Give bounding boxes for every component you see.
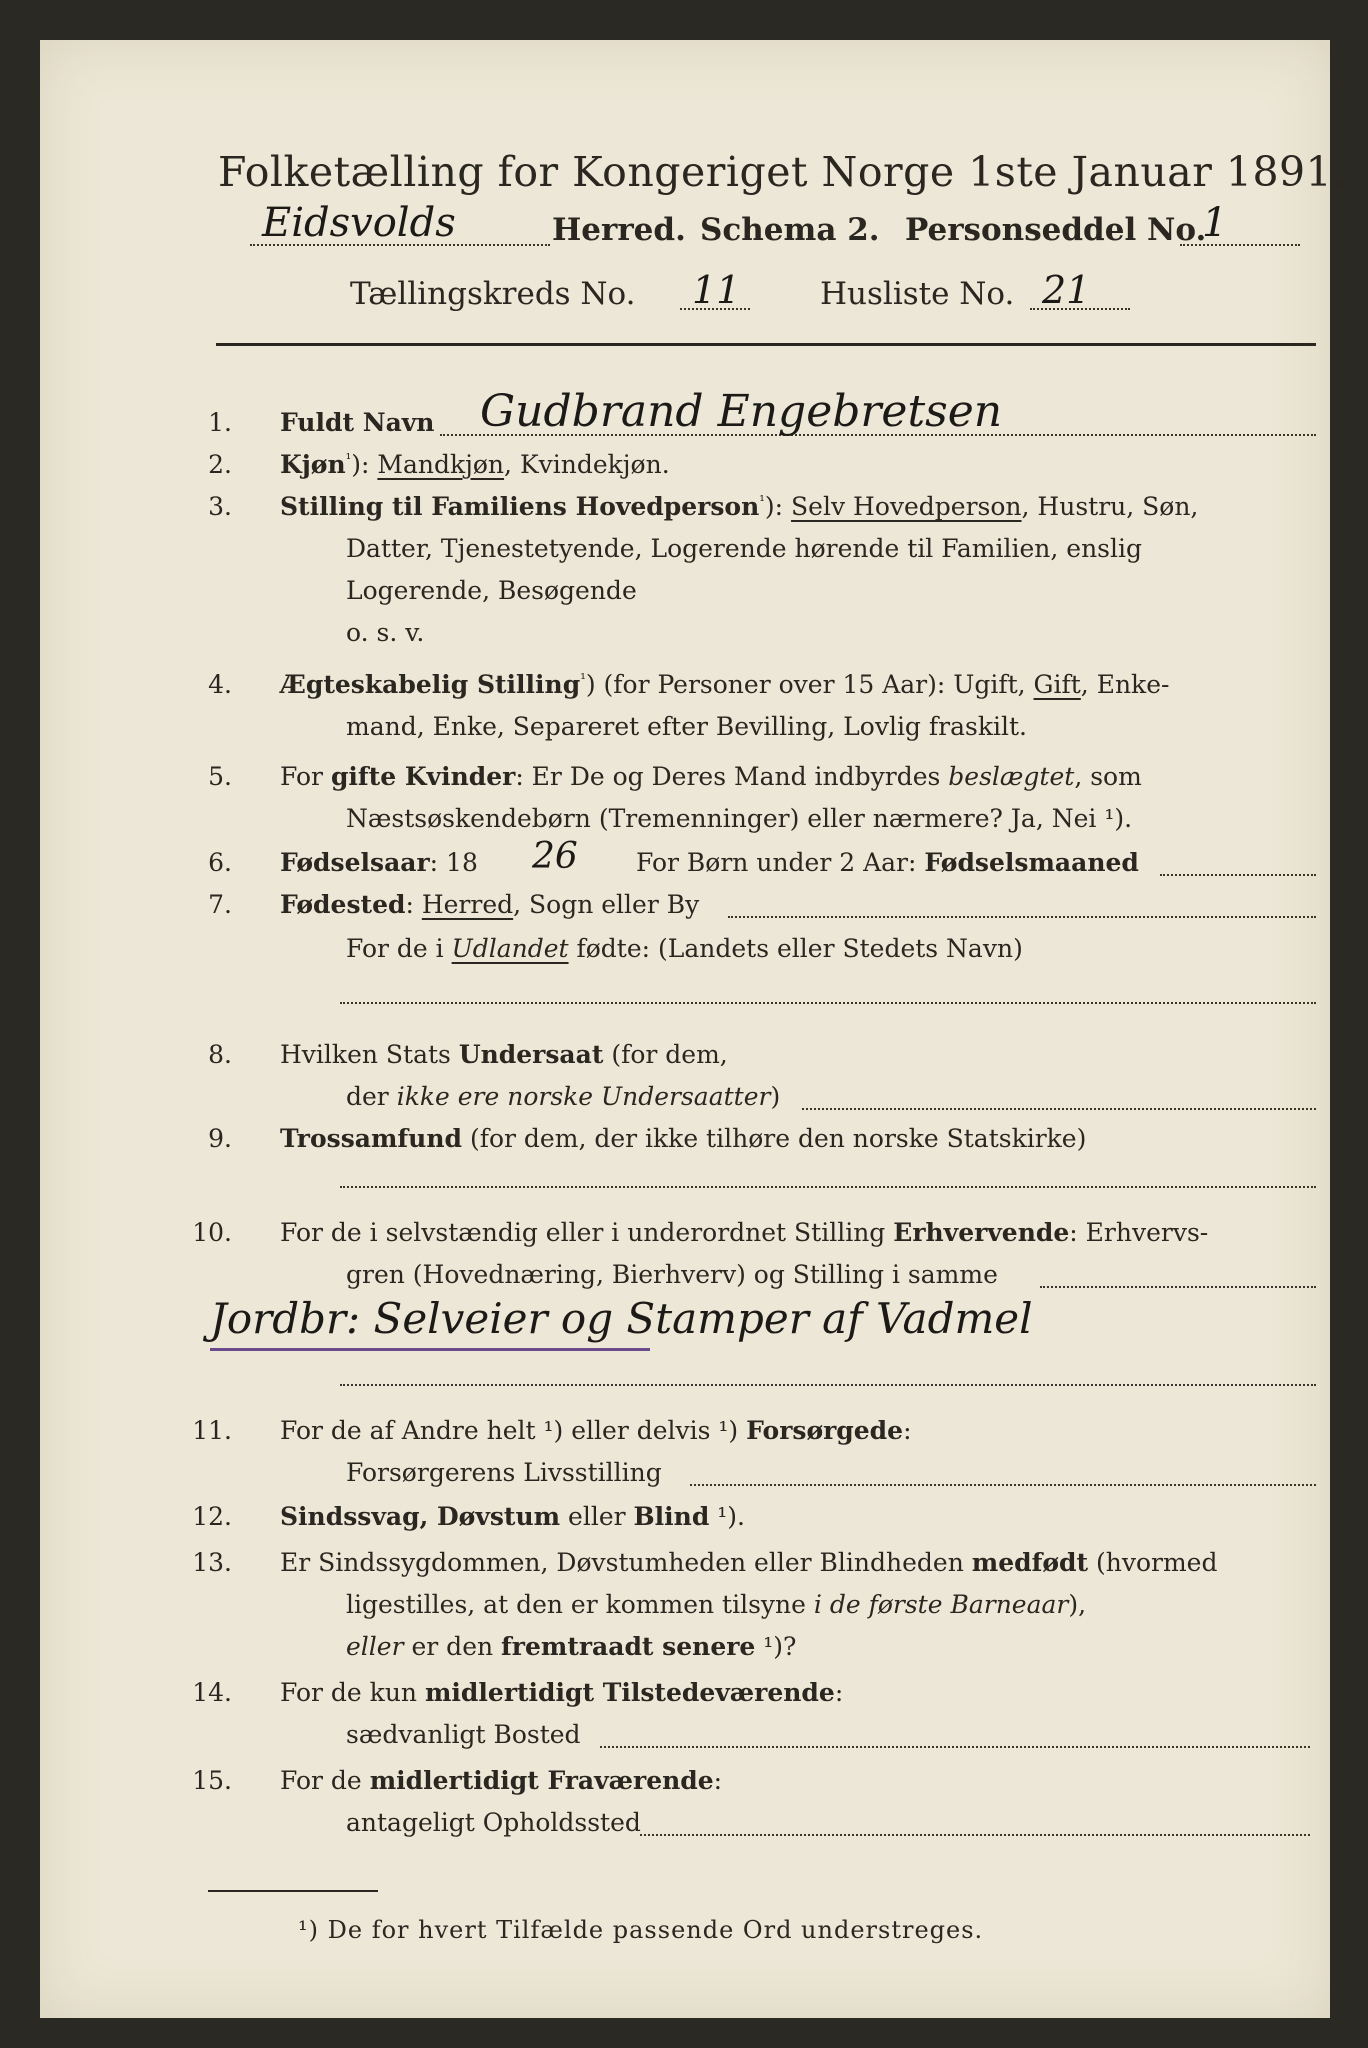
item-4-label: Ægteskabelig Stilling	[280, 670, 581, 699]
item-5-text	[280, 762, 1142, 791]
herred-label: Herred.	[552, 212, 686, 248]
item-6-dotted-line	[1160, 874, 1316, 876]
item-14-dotted-line	[600, 1746, 1310, 1748]
item-7-rest-a: :	[405, 890, 422, 919]
item-3-label: Stilling til Familiens Hovedperson	[280, 492, 760, 521]
item-12-text	[280, 1502, 745, 1531]
item-3-line2: Datter, Tjenestetyende, Logerende hørende til Familien, enslig	[346, 534, 1143, 563]
item-6-rest-a: : 18	[429, 848, 478, 877]
item-11-pre: For de af Andre helt ¹) eller delvis ¹)	[280, 1416, 747, 1445]
item-7-line2-italic: Udlandet	[451, 934, 569, 963]
item-3-line3: Logerende, Besøgende	[346, 576, 637, 605]
item-13-line3-bold: fremtraadt senere	[501, 1632, 756, 1661]
item-10-answer-underline	[210, 1348, 650, 1351]
item-14-line2: sædvanligt Bosted	[346, 1720, 581, 1749]
item-6-answer: 26	[532, 836, 578, 877]
item-7-line2-b: fødte: (Landets eller Stedets Navn)	[568, 934, 1023, 963]
item-2-rest-b: , Kvindekjøn.	[504, 450, 670, 479]
item-9-number: 9.	[208, 1124, 232, 1153]
item-9-rest-a: (for dem, der ikke tilhøre den norske Statskirke)	[462, 1124, 1087, 1153]
item-7-label: Fødested	[280, 890, 406, 919]
herred-value: Eidsvolds	[262, 200, 456, 246]
item-14-label: midlertidigt Tilstedeværende	[424, 1678, 835, 1707]
item-11-rest-a: :	[903, 1416, 912, 1445]
item-15-label: midlertidigt Fraværende	[369, 1766, 714, 1795]
item-2-number: 2.	[208, 450, 232, 479]
item-8-rest-a: (for dem,	[603, 1040, 728, 1069]
item-7-text	[280, 890, 699, 919]
item-13-pre: Er Sindssygdommen, Døvstumheden eller Blindheden	[280, 1548, 972, 1577]
item-15-pre: For de	[280, 1766, 370, 1795]
item-10-rest-a: : Erhvervs-	[1069, 1218, 1209, 1247]
item-13-line2-italic: i de første Barneaar	[813, 1590, 1069, 1619]
item-9-text	[280, 1124, 1086, 1153]
item-11-text	[280, 1416, 912, 1445]
item-4-rest-a: ) (for Personer over 15 Aar): Ugift,	[585, 670, 1034, 699]
item-12-label2: Blind	[633, 1502, 710, 1531]
header-divider	[216, 343, 1316, 346]
item-1-number: 1.	[208, 408, 232, 437]
item-4-rest-b: , Enke-	[1080, 670, 1170, 699]
item-1-answer: Gudbrand Engebretsen	[480, 386, 1003, 437]
item-10-line2: gren (Hovednæring, Bierhverv) og Stilling i samme	[346, 1260, 998, 1289]
item-6-number: 6.	[208, 848, 232, 877]
item-7-rest-b: , Sogn eller By	[513, 890, 700, 919]
item-6-label: Fødselsaar	[280, 848, 430, 877]
item-13-line2	[346, 1590, 1086, 1619]
item-5-number: 5.	[208, 762, 232, 791]
item-15-text	[280, 1766, 722, 1795]
kreds-value: 11	[692, 268, 741, 312]
item-3-rest-a: ):	[764, 492, 792, 521]
item-2-sup: ¹	[345, 451, 352, 468]
item-10-number: 10.	[192, 1218, 232, 1247]
item-13-line2-a: ligestilles, at den er kommen tilsyne	[346, 1590, 814, 1619]
item-10-text	[280, 1218, 1208, 1247]
item-10-pre: For de i selvstændig eller i underordnet Stilling	[280, 1218, 894, 1247]
husliste-value: 21	[1042, 268, 1091, 312]
form-title: Folketælling for Kongeriget Norge 1ste Januar 1891.	[218, 148, 1346, 196]
item-13-line3	[346, 1632, 796, 1661]
item-3-sup: ¹	[759, 493, 765, 510]
item-8-text	[280, 1040, 728, 1069]
item-3-option-selv: Selv Hovedperson	[791, 492, 1022, 521]
husliste-label: Husliste No.	[820, 276, 1015, 312]
item-9-dotted-line	[340, 1186, 1316, 1188]
item-13-line3-a: er den	[403, 1632, 502, 1661]
item-8-dotted-line	[802, 1108, 1316, 1110]
item-12-label: Sindssvag, Døvstum	[280, 1502, 561, 1531]
personseddel-value: 1	[1202, 200, 1228, 246]
personseddel-dotted-line	[1180, 244, 1300, 246]
item-11-dotted-line	[690, 1484, 1316, 1486]
item-4-option-gift: Gift	[1033, 670, 1081, 699]
item-2-text	[280, 450, 670, 479]
item-13-line3-b: ¹)?	[755, 1632, 797, 1661]
item-7-option-herred: Herred	[421, 890, 514, 919]
item-13-rest-a: (hvormed	[1088, 1548, 1218, 1577]
item-3-text	[280, 492, 1198, 521]
item-10-dotted-line	[1040, 1286, 1316, 1288]
item-7-line2	[346, 934, 1023, 963]
item-6-rest	[636, 848, 1139, 877]
item-7-line2-a: For de i	[346, 934, 452, 963]
item-4-line2: mand, Enke, Separeret efter Bevilling, Lovlig fraskilt.	[346, 712, 1027, 741]
item-2-label: Kjøn	[280, 450, 346, 479]
item-13-line3-italic: eller	[346, 1632, 404, 1661]
item-9-label: Trossamfund	[280, 1124, 463, 1153]
item-2-option-mandkjon: Mandkjøn	[377, 450, 505, 479]
item-14-rest-a: :	[834, 1678, 844, 1707]
item-15-line2: antageligt Opholdssted	[346, 1808, 641, 1837]
item-14-text	[280, 1678, 843, 1707]
item-11-line2: Forsørgerens Livsstilling	[346, 1458, 662, 1487]
item-12-rest-b: ¹).	[709, 1502, 745, 1531]
item-4-text	[280, 670, 1169, 699]
item-5-pre: For	[280, 762, 331, 791]
item-5-italic: beslægtet	[948, 762, 1075, 791]
item-8-label: Undersaat	[458, 1040, 604, 1069]
item-8-line2-a: der	[346, 1082, 397, 1111]
item-14-pre: For de kun	[280, 1678, 425, 1707]
item-5-label: gifte Kvinder	[330, 762, 516, 791]
item-13-number: 13.	[192, 1548, 232, 1577]
item-4-number: 4.	[208, 670, 232, 699]
item-15-dotted-line	[640, 1834, 1310, 1836]
item-13-line2-b: ),	[1068, 1590, 1087, 1619]
item-12-number: 12.	[192, 1502, 232, 1531]
item-11-number: 11.	[192, 1416, 232, 1445]
item-2-rest-a: ):	[351, 450, 378, 479]
kreds-label: Tællingskreds No.	[350, 276, 636, 312]
item-3-number: 3.	[208, 492, 232, 521]
item-12-rest-a: eller	[560, 1502, 634, 1531]
item-14-number: 14.	[192, 1678, 232, 1707]
item-15-number: 15.	[192, 1766, 232, 1795]
footnote-rule	[208, 1890, 378, 1892]
personseddel-label: Personseddel No.	[905, 212, 1207, 248]
item-6-label-group	[280, 848, 478, 877]
item-6-label2: Fødselsmaaned	[924, 848, 1139, 877]
item-3-rest-b: , Hustru, Søn,	[1021, 492, 1199, 521]
item-6-rest-b: For Børn under 2 Aar:	[636, 848, 925, 877]
item-8-number: 8.	[208, 1040, 232, 1069]
item-13-text	[280, 1548, 1217, 1577]
item-8-pre: Hvilken Stats	[280, 1040, 459, 1069]
item-3-line4: o. s. v.	[346, 618, 425, 647]
item-5-rest-b: , som	[1074, 762, 1142, 791]
item-5-line2: Næstsøskendebørn (Tremenninger) eller nærmere? Ja, Nei ¹).	[346, 804, 1133, 833]
item-5-rest-a: : Er De og Deres Mand indbyrdes	[515, 762, 949, 791]
item-11-label: Forsørgede	[746, 1416, 904, 1445]
item-4-sup: ¹	[580, 671, 586, 688]
item-8-line2	[346, 1082, 780, 1111]
item-8-line2-b: )	[770, 1082, 781, 1111]
footnote: ¹) De for hvert Tilfælde passende Ord understreges.	[298, 1916, 984, 1944]
item-7-number: 7.	[208, 890, 232, 919]
schema-label: Schema 2.	[700, 212, 880, 248]
item-10-dotted-line2	[340, 1384, 1316, 1386]
item-8-line2-italic: ikke ere norske Undersaatter	[396, 1082, 771, 1111]
item-1-label: Fuldt Navn	[280, 408, 435, 437]
census-form-page	[40, 40, 1346, 2018]
item-7-dotted-line	[728, 916, 1316, 918]
item-13-label: medfødt	[971, 1548, 1089, 1577]
item-15-rest-a: :	[713, 1766, 723, 1795]
item-10-label: Erhvervende	[893, 1218, 1070, 1247]
item-10-answer: Jordbr: Selveier og Stamper af Vadmel	[210, 1294, 1033, 1343]
item-7-dotted-line2	[340, 1002, 1316, 1004]
